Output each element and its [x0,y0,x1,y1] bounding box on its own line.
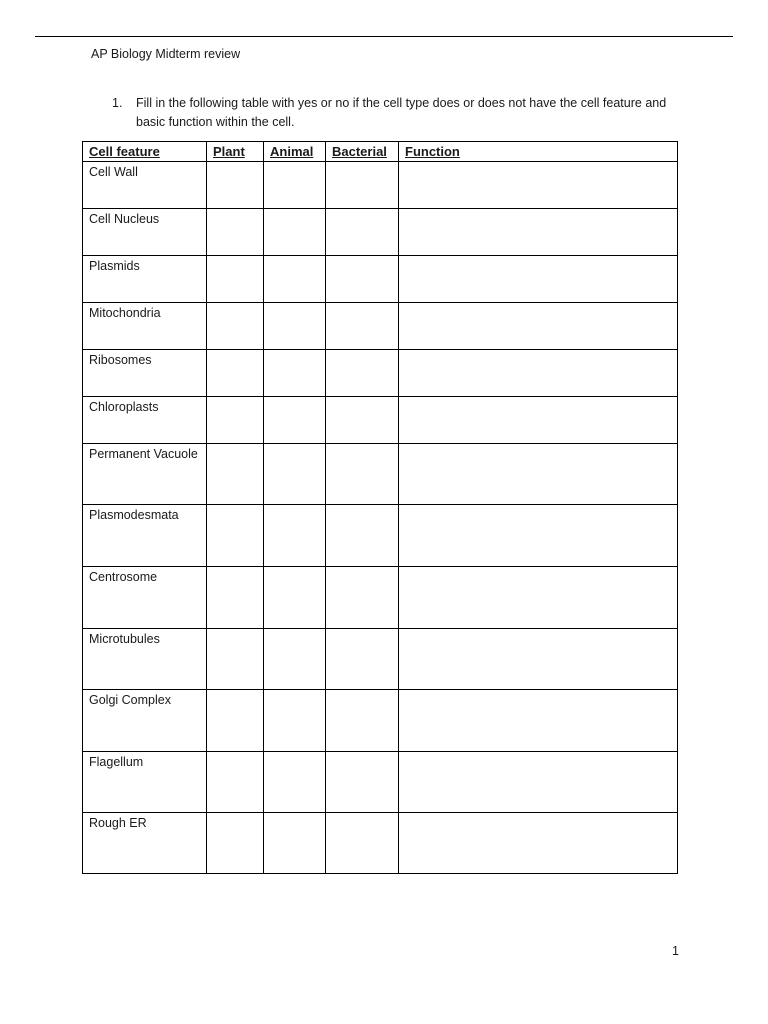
animal-cell[interactable] [264,397,326,444]
function-cell[interactable] [399,256,678,303]
table-row [83,505,678,567]
function-cell[interactable] [399,629,678,690]
bacterial-cell[interactable] [326,209,399,256]
feature-label: Plasmodesmata [83,505,207,567]
bacterial-cell[interactable] [326,505,399,567]
animal-cell[interactable] [264,690,326,752]
feature-label: Flagellum [83,752,207,813]
header-animal: Animal [264,142,326,162]
feature-label: Ribosomes [83,350,207,397]
table-row [83,629,678,690]
document-title: AP Biology Midterm review [91,47,241,61]
bacterial-cell[interactable] [326,256,399,303]
function-cell[interactable] [399,350,678,397]
bacterial-cell[interactable] [326,690,399,752]
table-row [83,397,678,444]
plant-cell[interactable] [207,162,264,209]
function-cell[interactable] [399,813,678,874]
table-row [83,813,678,874]
plant-cell[interactable] [207,567,264,629]
header-rule [35,36,733,37]
table-row [83,162,678,209]
function-cell[interactable] [399,752,678,813]
plant-cell[interactable] [207,629,264,690]
feature-label: Golgi Complex [83,690,207,752]
animal-cell[interactable] [264,444,326,505]
header-function: Function [399,142,678,162]
bacterial-cell[interactable] [326,162,399,209]
table-row [83,350,678,397]
feature-label: Mitochondria [83,303,207,350]
animal-cell[interactable] [264,162,326,209]
function-cell[interactable] [399,444,678,505]
function-cell[interactable] [399,567,678,629]
bacterial-cell[interactable] [326,813,399,874]
table-row [83,209,678,256]
feature-label: Chloroplasts [83,397,207,444]
question-text: Fill in the following table with yes or no if the cell type does or does not have the cell feature and basic function within the cell. [136,96,667,129]
animal-cell[interactable] [264,303,326,350]
feature-label: Microtubules [83,629,207,690]
plant-cell[interactable] [207,256,264,303]
table-row [83,303,678,350]
animal-cell[interactable] [264,505,326,567]
feature-label: Centrosome [83,567,207,629]
cell-feature-table [82,141,678,874]
question-number: 1. [112,96,123,110]
feature-label: Cell Wall [83,162,207,209]
table-row [83,444,678,505]
animal-cell[interactable] [264,350,326,397]
animal-cell[interactable] [264,567,326,629]
page-number: 1 [672,944,679,958]
plant-cell[interactable] [207,444,264,505]
feature-label: Rough ER [83,813,207,874]
bacterial-cell[interactable] [326,752,399,813]
table-row [83,567,678,629]
plant-cell[interactable] [207,350,264,397]
plant-cell[interactable] [207,690,264,752]
bacterial-cell[interactable] [326,444,399,505]
feature-label: Cell Nucleus [83,209,207,256]
function-cell[interactable] [399,209,678,256]
plant-cell[interactable] [207,505,264,567]
bacterial-cell[interactable] [326,350,399,397]
function-cell[interactable] [399,303,678,350]
function-cell[interactable] [399,162,678,209]
bacterial-cell[interactable] [326,629,399,690]
header-bacterial: Bacterial [326,142,399,162]
table-row [83,256,678,303]
animal-cell[interactable] [264,209,326,256]
table-row [83,752,678,813]
function-cell[interactable] [399,690,678,752]
header-cell-feature: Cell feature [83,142,207,162]
table-header-row [83,142,678,162]
header-plant: Plant [207,142,264,162]
feature-label: Plasmids [83,256,207,303]
bacterial-cell[interactable] [326,397,399,444]
animal-cell[interactable] [264,256,326,303]
animal-cell[interactable] [264,629,326,690]
table-row [83,690,678,752]
plant-cell[interactable] [207,813,264,874]
plant-cell[interactable] [207,303,264,350]
plant-cell[interactable] [207,209,264,256]
plant-cell[interactable] [207,752,264,813]
function-cell[interactable] [399,505,678,567]
feature-label: Permanent Vacuole [83,444,207,505]
plant-cell[interactable] [207,397,264,444]
function-cell[interactable] [399,397,678,444]
animal-cell[interactable] [264,813,326,874]
animal-cell[interactable] [264,752,326,813]
bacterial-cell[interactable] [326,303,399,350]
bacterial-cell[interactable] [326,567,399,629]
